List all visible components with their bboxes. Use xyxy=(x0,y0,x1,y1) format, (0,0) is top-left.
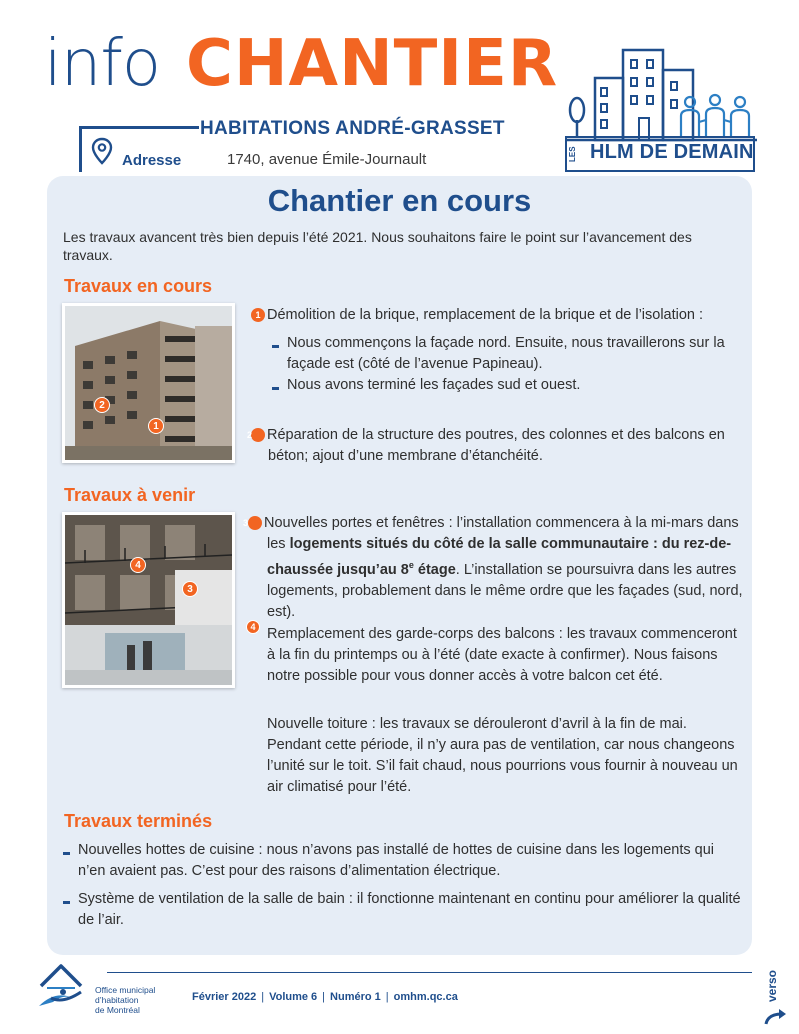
org-name-line: d’habitation xyxy=(95,995,139,1005)
separator: | xyxy=(322,991,326,1003)
location-pin-icon xyxy=(91,137,113,165)
omhm-logo-icon xyxy=(33,958,89,1020)
hlm-de-demain-label: HLM DE DEMAIN xyxy=(590,141,754,163)
address-bracket xyxy=(79,126,82,172)
photo-building-facade xyxy=(62,303,235,463)
photo-marker-3: 3 xyxy=(182,581,198,597)
list-item xyxy=(78,889,743,931)
item-number-3: 3 xyxy=(248,516,262,530)
list-item xyxy=(287,333,742,375)
issue-volume: Volume 6 xyxy=(269,991,318,1003)
item-4-text: Remplacement des garde-corps des balcons : les travaux commenceront à la fin du printemps ou à l’été (date exacte à confirmer). Nous faisons notre possible pour vous donner accès à votre balcon cet été. xyxy=(267,626,737,684)
page-title: Chantier en cours xyxy=(267,183,532,218)
logo-chantier-text: CHANTIER xyxy=(186,27,559,101)
bullet-dash-icon xyxy=(63,852,70,855)
separator: | xyxy=(385,991,389,1003)
address-divider xyxy=(79,126,199,129)
logo-info-text: info xyxy=(44,27,161,101)
item-number-2: 2 xyxy=(251,428,265,442)
item-3-text-bold-end: étage xyxy=(413,561,456,578)
item-3-text-bold: logements situés du côté de la salle communautaire : du rez-de-chaussée jusqu’au 8 xyxy=(267,536,732,578)
project-name: HABITATIONS ANDRÉ-GRASSET xyxy=(200,118,505,139)
address-label: Adresse xyxy=(122,152,182,169)
bullet-text: Système de ventilation de la salle de bain : il fonctionne maintenant en continu pour améliorer la qualité de l’air. xyxy=(78,891,741,928)
item-number-4: 4 xyxy=(246,620,260,634)
photo-marker-1: 1 xyxy=(148,418,164,434)
bullet-text: Nous avons terminé les façades sud et ouest. xyxy=(287,377,581,393)
section-heading-en-cours: Travaux en cours xyxy=(64,276,213,296)
item-3-superscript: e xyxy=(408,560,414,570)
intro-paragraph: Les travaux avancent très bien depuis l’été 2021. Nous souhaitons faire le point sur l’avancement des travaux. xyxy=(63,229,692,263)
turn-page-arrow-icon[interactable] xyxy=(760,968,790,1028)
item-3-text-post: . L’installation se poursuivra dans les autres logements, probablement dans le même ordre que les façades (sud, nord, est). xyxy=(267,561,743,620)
photo-marker-2: 2 xyxy=(94,397,110,413)
photo-building-entrance xyxy=(62,512,235,688)
building-entrance-image xyxy=(65,515,232,685)
address-value: 1740, avenue Émile-Journault xyxy=(227,151,427,168)
separator: | xyxy=(261,991,265,1003)
bullet-dash-icon xyxy=(272,387,279,390)
item-3-text-pre: Nouvelles portes et fenêtres : l’installation commencera à la mi-mars dans les xyxy=(264,515,739,552)
website-link[interactable]: omhm.qc.ca xyxy=(393,991,458,1003)
hlm-les-label: LES xyxy=(568,146,577,162)
omhm-name xyxy=(95,985,155,1015)
issue-number: Numéro 1 xyxy=(330,991,381,1003)
item-number-1: 1 xyxy=(251,308,265,322)
verso-label: verso xyxy=(765,970,779,1003)
item-1-text: Démolition de la brique, remplacement de la brique et de l’isolation : xyxy=(267,307,704,323)
bullet-dash-icon xyxy=(63,901,70,904)
section-heading-termines: Travaux terminés xyxy=(64,811,213,831)
footer-meta xyxy=(192,991,458,1003)
org-name-line: Office municipal xyxy=(95,985,156,995)
building-facade-image xyxy=(65,306,232,460)
masthead xyxy=(0,0,799,180)
item-2 xyxy=(246,425,741,467)
bullet-text: Nous commençons la façade nord. Ensuite, nous travaillerons sur la façade est (côté de l’avenue Papineau). xyxy=(287,335,725,372)
list-item xyxy=(287,375,742,396)
item-3 xyxy=(242,513,743,623)
bullet-text: Nouvelles hottes de cuisine : nous n’avons pas installé de hottes de cuisine dans les logements qui n’en avaient pas. C’est pour des raisons d’alimentation électrique. xyxy=(78,842,714,879)
section-heading-a-venir: Travaux à venir xyxy=(64,485,196,505)
list-item xyxy=(78,840,743,882)
photo-marker-4: 4 xyxy=(130,557,146,573)
org-name-line: de Montréal xyxy=(95,1005,140,1015)
issue-date: Février 2022 xyxy=(192,991,257,1003)
bullet-dash-icon xyxy=(272,345,279,348)
item-2-text: Réparation de la structure des poutres, des colonnes et des balcons en béton; ajout d’une membrane d’étanchéité. xyxy=(267,427,725,464)
roof-paragraph: Nouvelle toiture : les travaux se dérouleront d’avril à la fin de mai. Pendant cette période, il n’y aura pas de ventilation, car nous changeons l’unité sur le toit. S’il fait chaud, nous pourrions vous fournir à nouveau un air climatisé pour l’été. xyxy=(267,716,738,795)
item-1 xyxy=(251,305,741,326)
footer-divider xyxy=(107,972,752,973)
